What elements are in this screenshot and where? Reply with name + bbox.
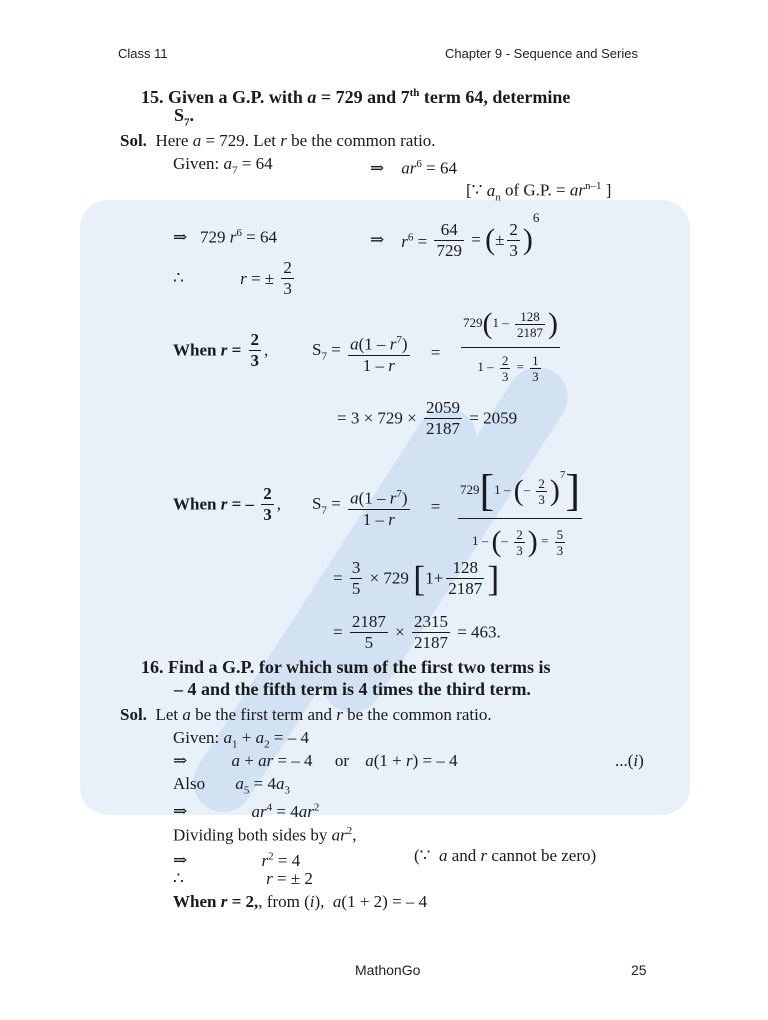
q15-when-pos-label: When r = $\frac{2}{3}$ ,: [173, 330, 269, 370]
q15-note: [∵ $a_n$ of G.P. = $ar^{n-1}$ ]: [466, 180, 612, 204]
q15-s7-numeric-neg: 729[1 – (– $\frac{2}{3}$ )$^7$] 1 – (– $\frac{2}{3}$ ) = $\frac{5}{3}$: [455, 448, 585, 564]
q16-question-line1: 16. Find a G.P. for which sum of the first two terms is: [141, 657, 551, 677]
q16-when-r2: When r = 2,, from (i), a(1 + 2) = – 4: [173, 892, 428, 911]
q15-question: 15. Given a G.P. with a = 729 and 7th term 64, determine: [141, 87, 571, 107]
q16-r2: ⇒ $r^2 = 4$: [173, 850, 301, 870]
q16-sol-line: Sol. Let a be the first term and r be the common ratio.: [120, 705, 492, 724]
header-chapter: Chapter 9 - Sequence and Series: [445, 46, 638, 61]
q15-calc-neg-2: = $\frac{2187}{5}$ × $\frac{2315}{2187}$ = 463.: [333, 612, 501, 652]
q15-step-frac: ⇒ $r^6$ = $\frac{64}{729}$ = (± $\frac{2}{3}$ )$^6$: [370, 210, 540, 260]
q15-step-r6: ⇒ 729 $r^6 = 64$: [173, 227, 277, 247]
page-number: 25: [631, 962, 647, 978]
q16-r-pm2: ∴ r = ± 2: [173, 869, 313, 888]
q16-cannot-zero: (∵ a and r cannot be zero): [414, 846, 597, 865]
header-class: Class 11: [118, 46, 168, 61]
q16-question-line2: – 4 and the fifth term is 4 times the third term.: [174, 679, 531, 699]
q15-r-value: ∴ r = ± $\frac{2}{3}$: [173, 258, 292, 298]
q15-s7-formula-pos: $S_7$ = $\frac{a(1 - r^7)}{1 - r}$ =: [312, 334, 441, 375]
q15-given: Given: $a_7 = 64$: [173, 154, 273, 177]
q15-calc-neg-1: = $\frac{3}{5}$ × 729 [1+ $\frac{128}{2187}$ ]: [333, 558, 500, 599]
q15-when-neg-label: When r = – $\frac{2}{3}$ ,: [173, 484, 282, 524]
q16-dividing: Dividing both sides by $ar^2$,: [173, 825, 357, 845]
q16-label-i: ...(i): [615, 751, 644, 770]
q15-s7-formula-neg: $S_7$ = $\frac{a(1 - r^7)}{1 - r}$ =: [312, 488, 441, 529]
q16-ar4: ⇒ $ar^4 = 4ar^2$: [173, 801, 320, 821]
q16-also: Also $a_5 = 4a_3$: [173, 774, 290, 797]
footer-brand: MathonGo: [355, 962, 421, 978]
q15-calc-pos: = 3 × 729 × $\frac{2059}{2187}$ = 2059: [337, 398, 518, 438]
q16-eq-i: ⇒ a + ar = – 4 or a(1 + r) = – 4: [173, 751, 458, 770]
q16-given: Given: $a_1 + a_2$ = – 4: [173, 728, 309, 751]
q15-given-implies: ⇒ $ar^6 = 64$: [370, 158, 457, 178]
q15-s7-numeric-pos: 729(1 – $\frac{128}{2187}$ ) 1 – $\frac{2}{3}$ = $\frac{1}{3}$: [458, 300, 563, 386]
q15-sol-line: Sol. Here a = 729. Let r be the common ratio.: [120, 131, 436, 150]
q15-question-s7: $S_7$.: [174, 105, 195, 129]
